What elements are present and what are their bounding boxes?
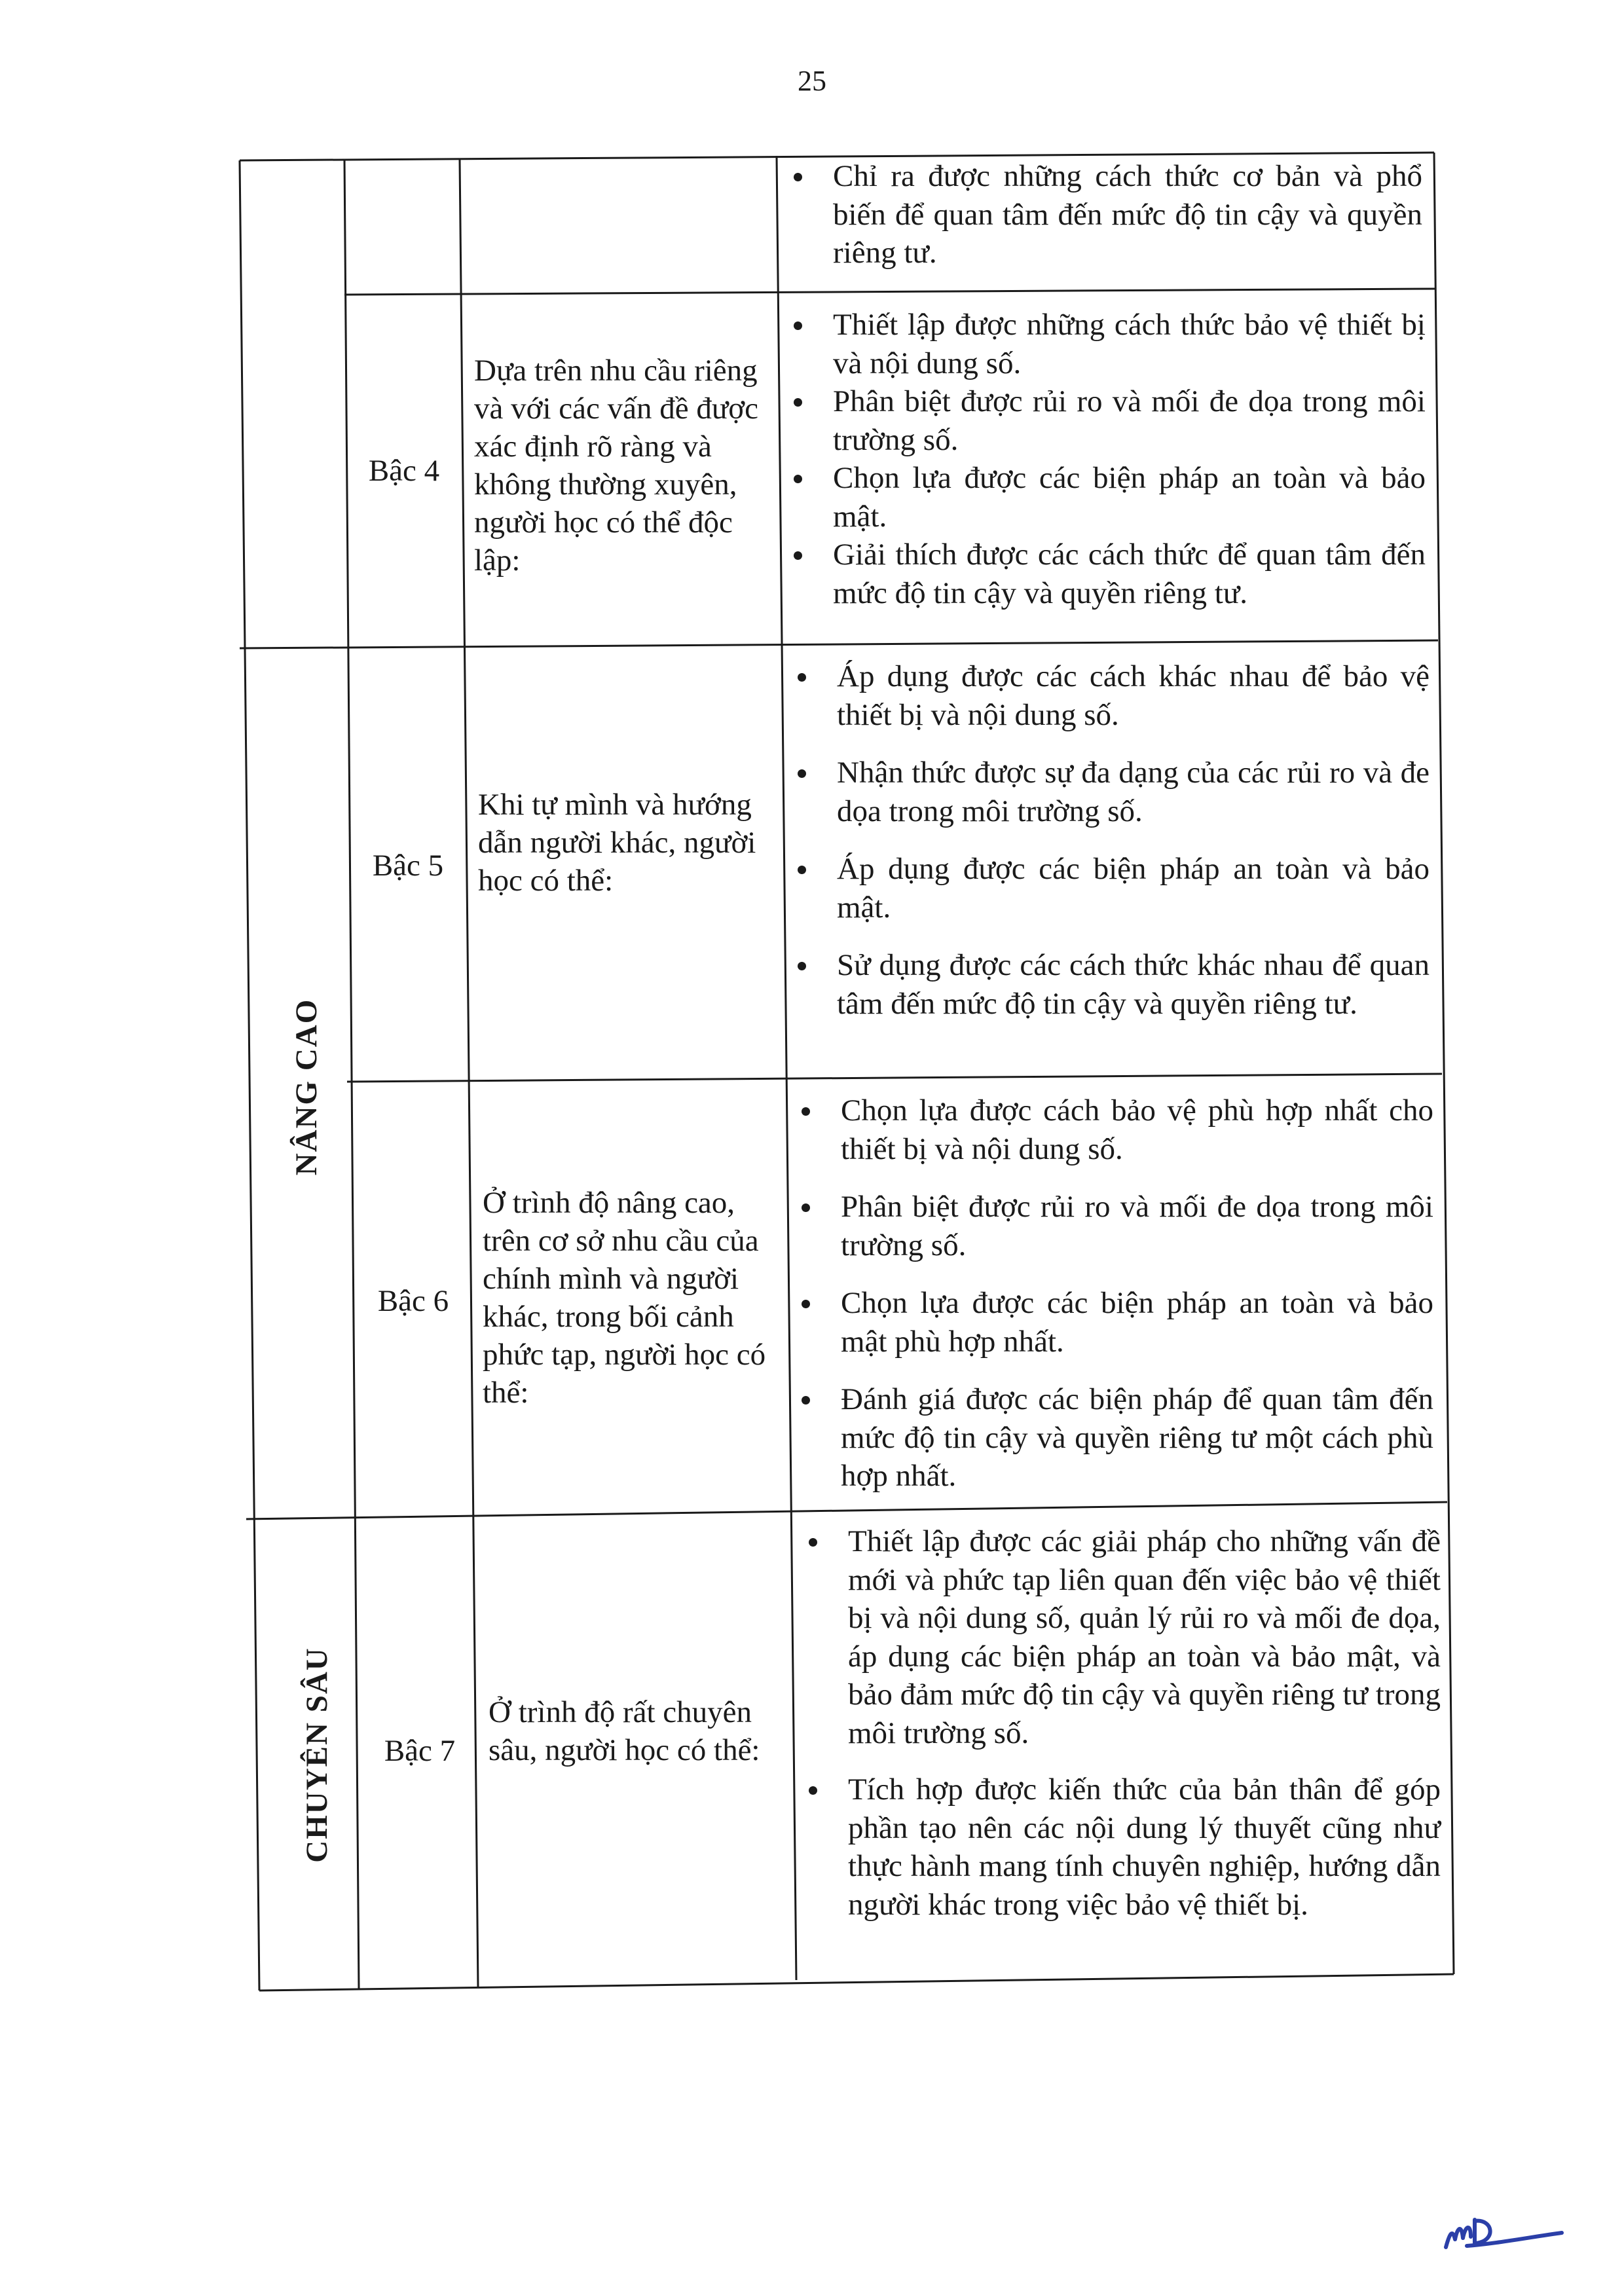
- level-cell: Bậc 6: [377, 1284, 449, 1318]
- signature-mark-icon: [1441, 2207, 1565, 2259]
- list-item: Thiết lập được các giải pháp cho những vấn đề mới và phức tạp liên quan đến việc bảo vệ thiết bị và nội dung số, quản lý rủi ro và mối đe dọa, áp dụng các biện pháp an toàn và bảo mật, và bảo đảm mức độ tin cậy và quyền riêng tư trong môi trường số.: [796, 1522, 1441, 1752]
- level-cell: Bậc 4: [368, 454, 440, 488]
- list-item: Đánh giá được các biện pháp để quan tâm đến mức độ tin cậy và quyền riêng tư một cách phù hợp nhất.: [788, 1380, 1433, 1496]
- bullet-list: [788, 1092, 1433, 1496]
- intro-text: Dựa trên nhu cầu riêng và với các vấn đề được xác định rõ ràng và không thường xuyên, người học có thể độc lập:: [474, 354, 759, 578]
- bullet-dot-icon: [809, 1538, 817, 1547]
- level-cell: Bậc 5: [372, 849, 444, 883]
- list-item: Phân biệt được rủi ro và mối đe dọa trong môi trường số.: [781, 382, 1426, 459]
- bullet-list: [784, 657, 1430, 1023]
- list-item: Chọn lựa được các biện pháp an toàn và bảo mật.: [781, 459, 1426, 536]
- list-item: Chọn lựa được cách bảo vệ phù hợp nhất cho thiết bị và nội dung số.: [788, 1092, 1433, 1168]
- list-item: Áp dụng được các biện pháp an toàn và bảo mật.: [784, 850, 1430, 927]
- list-item: Áp dụng được các cách khác nhau để bảo vệ thiết bị và nội dung số.: [784, 657, 1430, 734]
- bullet-dot-icon: [798, 673, 806, 682]
- level-label-chuyen-sau: CHUYÊN SÂU: [300, 1647, 334, 1863]
- list-item: Chỉ ra được những cách thức cơ bản và phổ biến để quan tâm đến mức độ tin cậy và quyền riêng tư.: [781, 157, 1422, 272]
- bullet-dot-icon: [794, 551, 802, 560]
- bullet-dot-icon: [802, 1203, 810, 1212]
- list-item: Tích hợp được kiến thức của bản thân để góp phần tạo nên các nội dung lý thuyết cũng như thực hành mang tính chuyên nghiệp, hướng dẫn người khác trong việc bảo vệ thiết bị.: [796, 1771, 1441, 1924]
- bullet-dot-icon: [794, 475, 802, 483]
- list-item: Thiết lập được những cách thức bảo vệ thiết bị và nội dung số.: [781, 306, 1426, 382]
- bullet-dot-icon: [798, 769, 806, 778]
- bullet-dot-icon: [798, 866, 806, 874]
- bullet-dot-icon: [794, 398, 802, 407]
- bullet-dot-icon: [794, 173, 802, 181]
- list-item: Chọn lựa được các biện pháp an toàn và bảo mật phù hợp nhất.: [788, 1284, 1433, 1361]
- intro-text: Ở trình độ rất chuyên sâu, người học có thể:: [489, 1695, 760, 1767]
- list-item: Phân biệt được rủi ro và mối đe dọa trong môi trường số.: [788, 1188, 1433, 1264]
- bullet-list: [796, 1522, 1441, 1924]
- list-item: Nhận thức được sự đa dạng của các rủi ro và đe dọa trong môi trường số.: [784, 754, 1430, 830]
- list-item: Giải thích được các cách thức để quan tâm đến mức độ tin cậy và quyền riêng tư.: [781, 536, 1426, 612]
- bullet-dot-icon: [802, 1396, 810, 1405]
- bullet-dot-icon: [798, 962, 806, 970]
- list-item: Sử dụng được các cách thức khác nhau để quan tâm đến mức độ tin cậy và quyền riêng tư.: [784, 946, 1430, 1023]
- bullet-dot-icon: [802, 1300, 810, 1308]
- level-label-nang-cao: NÂNG CAO: [289, 998, 323, 1176]
- intro-text: Ở trình độ nâng cao, trên cơ sở nhu cầu của chính mình và người khác, trong bối cảnh phức tạp, người học có thể:: [483, 1186, 766, 1410]
- bullet-list: [781, 157, 1422, 272]
- bullet-dot-icon: [809, 1786, 817, 1795]
- bullet-dot-icon: [794, 321, 802, 330]
- bullet-list: [781, 306, 1426, 612]
- intro-text: Khi tự mình và hướng dẫn người khác, người học có thể:: [478, 788, 756, 898]
- level-cell: Bậc 7: [384, 1734, 456, 1768]
- bullet-dot-icon: [802, 1107, 810, 1116]
- page-number: 25: [798, 65, 826, 97]
